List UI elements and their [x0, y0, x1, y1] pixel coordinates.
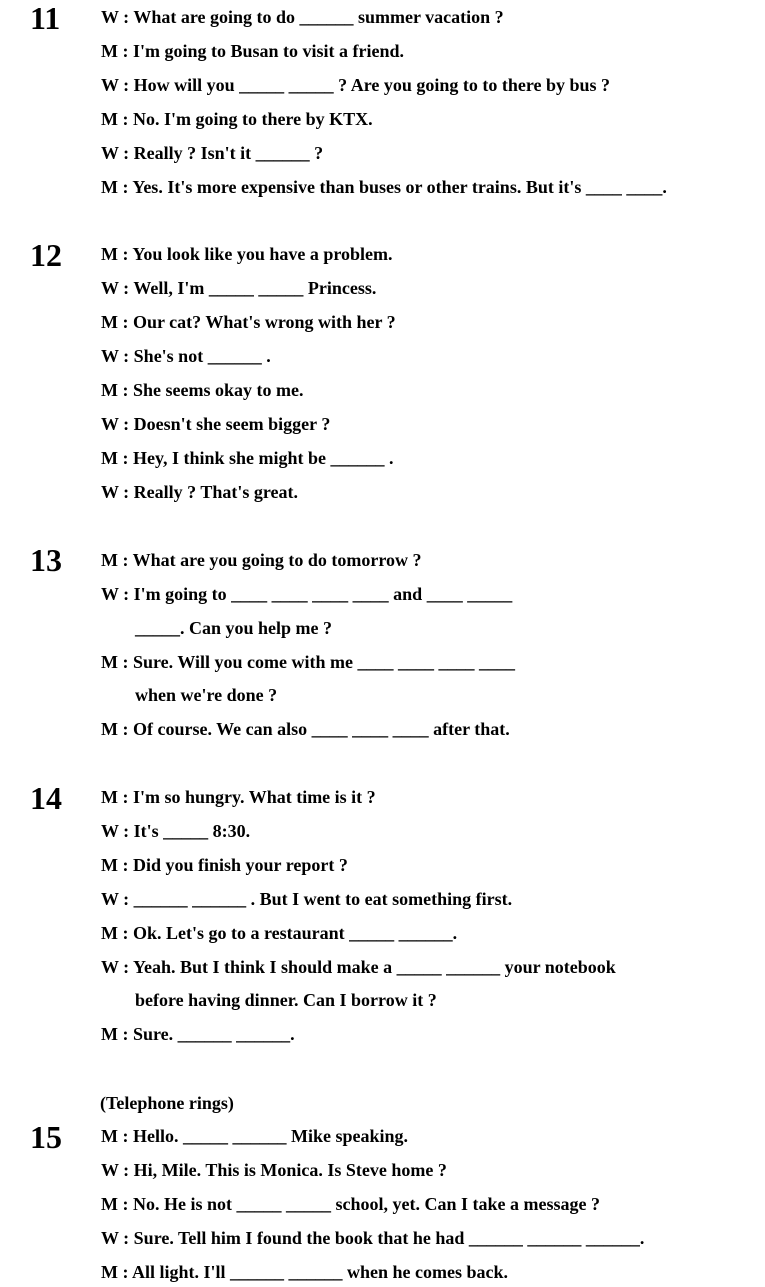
- dialogue-line: M : Ok. Let's go to a restaurant _____ ______.: [101, 923, 458, 943]
- dialogue-line-continued: when we're done ?: [135, 685, 278, 705]
- dialogue-line: M : You look like you have a problem.: [101, 244, 393, 264]
- dialogue-line: M : Our cat? What's wrong with her ?: [101, 312, 396, 332]
- stage-direction: (Telephone rings): [100, 1093, 234, 1113]
- dialogue-line: W : Really ? Isn't it ______ ?: [101, 143, 324, 163]
- dialogue-line: M : Sure. Will you come with me ____ ____ ____ ____: [101, 652, 515, 672]
- dialogue-line: W : Sure. Tell him I found the book that he had ______ ______ ______.: [101, 1228, 645, 1248]
- dialogue-line: W : What are going to do ______ summer vacation ?: [101, 7, 504, 27]
- question-number: 13: [30, 542, 62, 578]
- dialogue-line: W : Doesn't she seem bigger ?: [101, 414, 331, 434]
- dialogue-line: W : Yeah. But I think I should make a _____ ______ your notebook: [101, 957, 616, 977]
- dialogue-line: M : Hello. _____ ______ Mike speaking.: [101, 1126, 408, 1146]
- dialogue-line: M : Sure. ______ ______.: [101, 1024, 295, 1044]
- dialogue-line: W : Well, I'm _____ _____ Princess.: [101, 278, 377, 298]
- dialogue-line-continued: _____. Can you help me ?: [135, 618, 333, 638]
- dialogue-line: M : All light. I'll ______ ______ when he comes back.: [101, 1262, 509, 1282]
- dialogue-line: W : How will you _____ _____ ? Are you going to to there by bus ?: [101, 75, 611, 95]
- dialogue-line-continued: before having dinner. Can I borrow it ?: [135, 990, 437, 1010]
- question-number: 15: [30, 1119, 62, 1155]
- dialogue-line: W : It's _____ 8:30.: [101, 821, 251, 841]
- dialogue-line: M : Hey, I think she might be ______ .: [101, 448, 394, 468]
- dialogue-line: M : I'm going to Busan to visit a friend.: [101, 41, 405, 61]
- question-number: 14: [30, 780, 62, 816]
- dialogue-line: M : What are you going to do tomorrow ?: [101, 550, 422, 570]
- question-number: 12: [30, 237, 62, 273]
- dialogue-line: M : I'm so hungry. What time is it ?: [101, 787, 376, 807]
- dialogue-line: W : I'm going to ____ ____ ____ ____ and ____ _____: [101, 584, 513, 604]
- dialogue-line: M : No. He is not _____ _____ school, yet. Can I take a message ?: [101, 1194, 600, 1214]
- dialogue-line: M : Did you finish your report ?: [101, 855, 348, 875]
- dialogue-line: M : She seems okay to me.: [101, 380, 304, 400]
- dialogue-line: M : No. I'm going to there by KTX.: [101, 109, 373, 129]
- question-number: 11: [30, 0, 61, 36]
- dialogue-line: M : Yes. It's more expensive than buses or other trains. But it's ____ ____.: [101, 177, 667, 197]
- dialogue-line: W : Really ? That's great.: [101, 482, 298, 502]
- dialogue-line: W : ______ ______ . But I went to eat something first.: [101, 889, 513, 909]
- dialogue-line: W : She's not ______ .: [101, 346, 271, 366]
- dialogue-line: W : Hi, Mile. This is Monica. Is Steve home ?: [101, 1160, 447, 1180]
- dialogue-line: M : Of course. We can also ____ ____ ____ after that.: [101, 719, 510, 739]
